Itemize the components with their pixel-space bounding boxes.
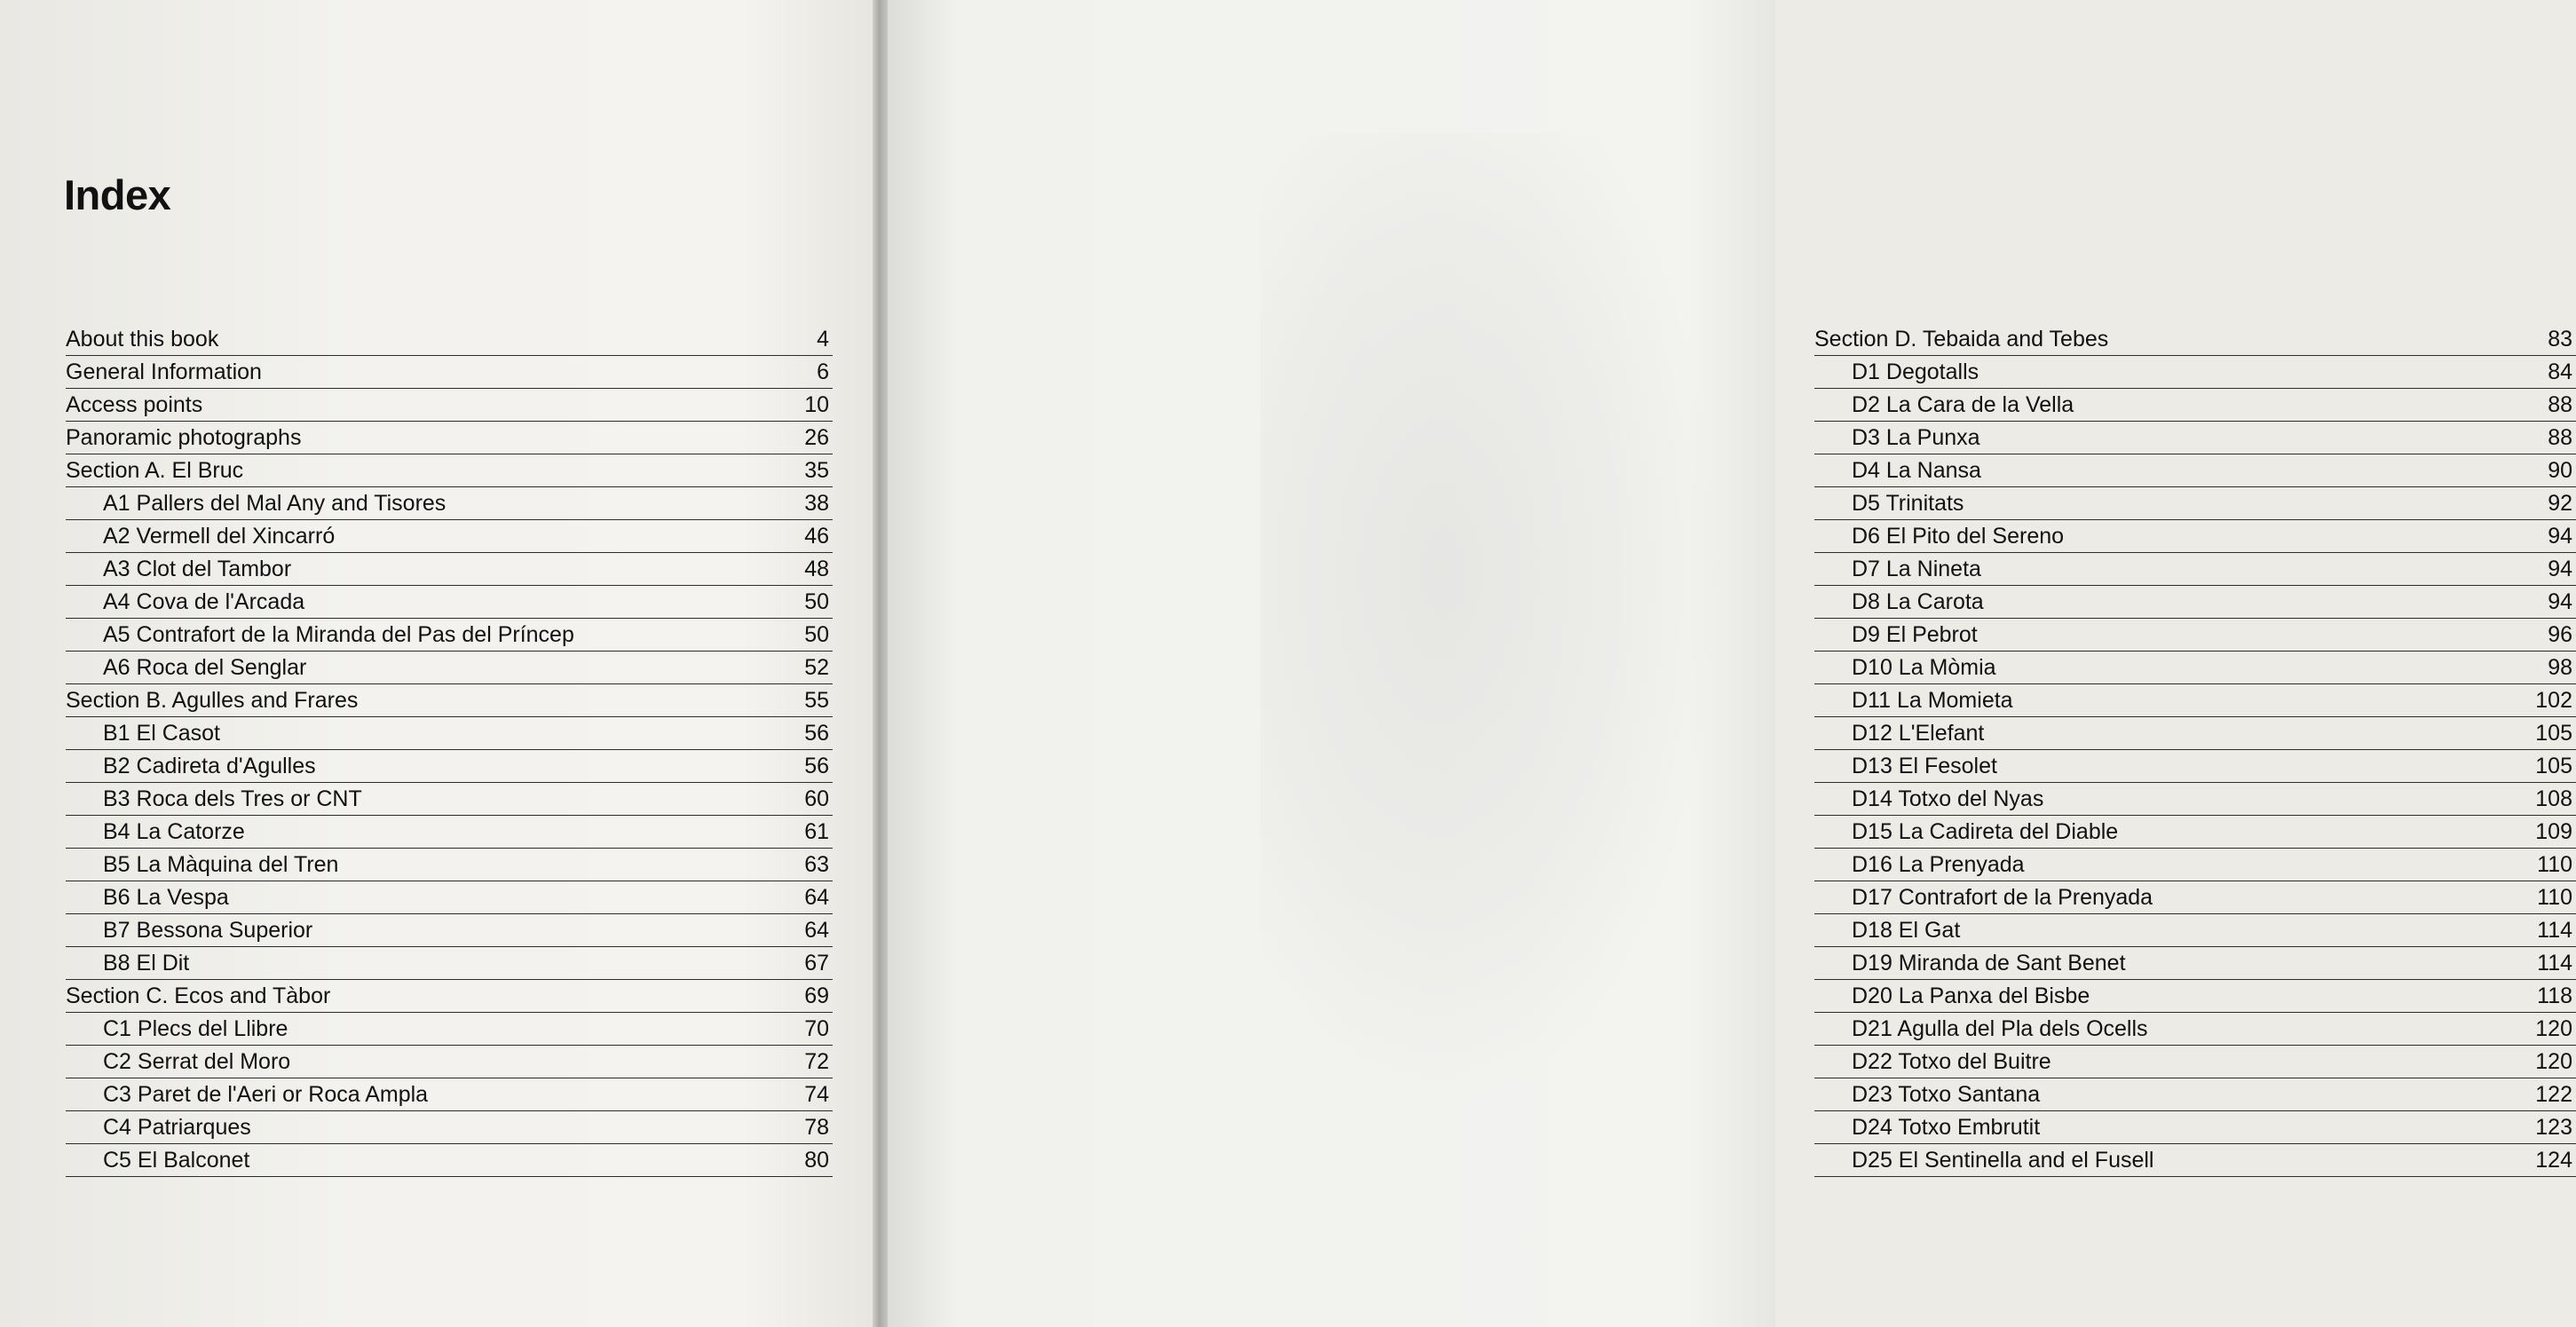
index-entry [66,323,833,356]
entry-label: D23 Totxo Santana [1852,1082,2041,1107]
entry-label: D4 La Nansa [1852,458,1981,483]
index-entry [66,454,833,487]
entry-label: D2 La Cara de la Vella [1852,392,2074,417]
page-number: 67 [804,951,829,976]
index-subentry [66,487,833,520]
page-number: 10 [804,392,829,417]
page-number: 80 [804,1148,829,1173]
page-number: 114 [2537,951,2572,976]
right-page [888,0,2572,1327]
index-entry [66,422,833,454]
entry-label: D25 El Sentinella and el Fusell [1852,1148,2154,1173]
page-number: 56 [804,721,829,746]
page-number: 102 [2535,688,2572,713]
page-number: 46 [804,524,829,549]
page-number: 88 [2548,392,2572,417]
page-number: 78 [804,1115,829,1140]
page-number: 61 [804,819,829,844]
entry-label: D18 El Gat [1852,918,1961,943]
index-entry [1814,323,2576,356]
index-subentry [1814,553,2576,586]
book-gutter [873,0,888,1327]
page-number: 122 [2535,1082,2572,1107]
index-subentry [66,652,833,684]
entry-label: Access points [66,392,203,417]
index-subentry [1814,947,2576,980]
entry-label: D1 Degotalls [1852,359,1979,384]
page-number: 63 [804,852,829,877]
index-subentry [66,1013,833,1046]
index-subentry [1814,422,2576,454]
entry-label: Section A. El Bruc [66,458,244,483]
page-number: 50 [804,622,829,647]
index-entry [66,356,833,389]
index-entry [66,684,833,717]
entry-label: General Information [66,359,262,384]
index-entry [66,980,833,1013]
entry-label: D14 Totxo del Nyas [1852,786,2044,811]
index-subentry [66,881,833,914]
page-number: 83 [2548,327,2572,351]
page-number: 105 [2535,754,2572,778]
page-number: 84 [2548,359,2572,384]
index-subentry [1814,914,2576,947]
index-subentry [66,1078,833,1111]
page-number: 56 [804,754,829,778]
entry-label: D5 Trinitats [1852,491,1964,516]
page-number: 74 [804,1082,829,1107]
entry-label: C3 Paret de l'Aeri or Roca Ampla [103,1082,429,1107]
entry-label: B5 La Màquina del Tren [103,852,339,877]
entry-label: Panoramic photographs [66,425,302,450]
page-number: 120 [2535,1049,2572,1074]
index-subentry [1814,750,2576,783]
entry-label: B6 La Vespa [103,885,229,910]
page-number: 52 [804,655,829,680]
page-number: 60 [804,786,829,811]
page-number: 92 [2548,491,2572,516]
page-number: 96 [2548,622,2572,647]
page-number: 55 [804,688,829,713]
page-number: 35 [804,458,829,483]
page-number: 94 [2548,557,2572,581]
entry-label: B4 La Catorze [103,819,245,844]
index-entry [66,389,833,422]
entry-label: D22 Totxo del Buitre [1852,1049,2051,1074]
page-number: 26 [804,425,829,450]
page-number: 109 [2535,819,2572,844]
entry-label: A6 Roca del Senglar [103,655,307,680]
entry-label: D13 El Fesolet [1852,754,1997,778]
entry-label: D15 La Cadireta del Diable [1852,819,2119,844]
page-number: 110 [2537,885,2572,910]
entry-label: A5 Contrafort de la Miranda del Pas del Príncep [103,622,574,647]
index-subentry [66,1144,833,1177]
entry-label: D7 La Nineta [1852,557,1981,581]
entry-label: D20 La Panxa del Bisbe [1852,983,2090,1008]
index-subentry [1814,881,2576,914]
entry-label: D17 Contrafort de la Prenyada [1852,885,2153,910]
index-subentry [66,717,833,750]
entry-label: About this book [66,327,219,351]
left-page [0,0,873,1327]
index-subentry [1814,356,2576,389]
index-subentry [66,816,833,849]
page-number: 94 [2548,524,2572,549]
index-subentry [66,553,833,586]
entry-label: Section C. Ecos and Tàbor [66,983,331,1008]
index-subentry [1814,1013,2576,1046]
page-number: 64 [804,918,829,943]
entry-label: D21 Agulla del Pla dels Ocells [1852,1016,2148,1041]
entry-label: Section D. Tebaida and Tebes [1814,327,2109,351]
entry-label: C4 Patriarques [103,1115,251,1140]
index-subentry [66,947,833,980]
entry-label: A3 Clot del Tambor [103,557,292,581]
entry-label: D6 El Pito del Sereno [1852,524,2065,549]
page-number: 50 [804,589,829,614]
entry-label: B2 Cadireta d'Agulles [103,754,316,778]
entry-label: C5 El Balconet [103,1148,250,1173]
entry-label: C2 Serrat del Moro [103,1049,291,1074]
entry-label: D19 Miranda de Sant Benet [1852,951,2126,976]
index-subentry [66,520,833,553]
page-number: 64 [804,885,829,910]
index-subentry [1814,1046,2576,1078]
index-subentry [1814,619,2576,652]
entry-label: D11 La Momieta [1852,688,2013,713]
page-number: 94 [2548,589,2572,614]
page-number: 108 [2535,786,2572,811]
index-subentry [66,849,833,881]
entry-label: A4 Cova de l'Arcada [103,589,305,614]
page-number: 123 [2535,1115,2572,1140]
page-number: 6 [817,359,829,384]
entry-label: D10 La Mòmia [1852,655,1996,680]
page-title: Index [64,171,171,218]
entry-label: D12 L'Elefant [1852,721,1985,746]
page-number: 110 [2537,852,2572,877]
entry-label: A2 Vermell del Xincarró [103,524,336,549]
page-number: 70 [804,1016,829,1041]
index-list-right [1814,323,2576,1177]
page-number: 114 [2537,918,2572,943]
page-number: 105 [2535,721,2572,746]
index-subentry [1814,586,2576,619]
entry-label: Section B. Agulles and Frares [66,688,359,713]
index-subentry [66,619,833,652]
index-subentry [66,1046,833,1078]
entry-label: D9 El Pebrot [1852,622,1978,647]
entry-label: D24 Totxo Embrutit [1852,1115,2041,1140]
entry-label: A1 Pallers del Mal Any and Tisores [103,491,446,516]
index-subentry [1814,849,2576,881]
index-subentry [1814,1111,2576,1144]
page-number: 38 [804,491,829,516]
entry-label: B8 El Dit [103,951,190,976]
page-number: 4 [817,327,829,351]
index-subentry [1814,520,2576,553]
index-subentry [66,914,833,947]
page-number: 48 [804,557,829,581]
page-number: 72 [804,1049,829,1074]
entry-label: D3 La Punxa [1852,425,1980,450]
index-subentry [66,1111,833,1144]
page-number: 69 [804,983,829,1008]
entry-label: B7 Bessona Superior [103,918,313,943]
index-subentry [1814,1078,2576,1111]
entry-label: C1 Plecs del Llibre [103,1016,288,1041]
index-subentry [1814,487,2576,520]
page-number: 90 [2548,458,2572,483]
index-subentry [1814,684,2576,717]
index-subentry [1814,652,2576,684]
index-subentry [66,586,833,619]
index-subentry [1814,816,2576,849]
index-subentry [1814,980,2576,1013]
index-subentry [1814,389,2576,422]
index-subentry [1814,783,2576,816]
index-subentry [66,783,833,816]
index-subentry [1814,454,2576,487]
index-subentry [1814,717,2576,750]
page-number: 120 [2535,1016,2572,1041]
entry-label: B1 El Casot [103,721,221,746]
entry-label: B3 Roca dels Tres or CNT [103,786,362,811]
page-number: 98 [2548,655,2572,680]
page-number: 124 [2535,1148,2572,1173]
entry-label: D16 La Prenyada [1852,852,2025,877]
index-subentry [66,750,833,783]
page-number: 88 [2548,425,2572,450]
page-number: 118 [2537,983,2572,1008]
entry-label: D8 La Carota [1852,589,1984,614]
index-list-left [66,323,833,1177]
index-subentry [1814,1144,2576,1177]
